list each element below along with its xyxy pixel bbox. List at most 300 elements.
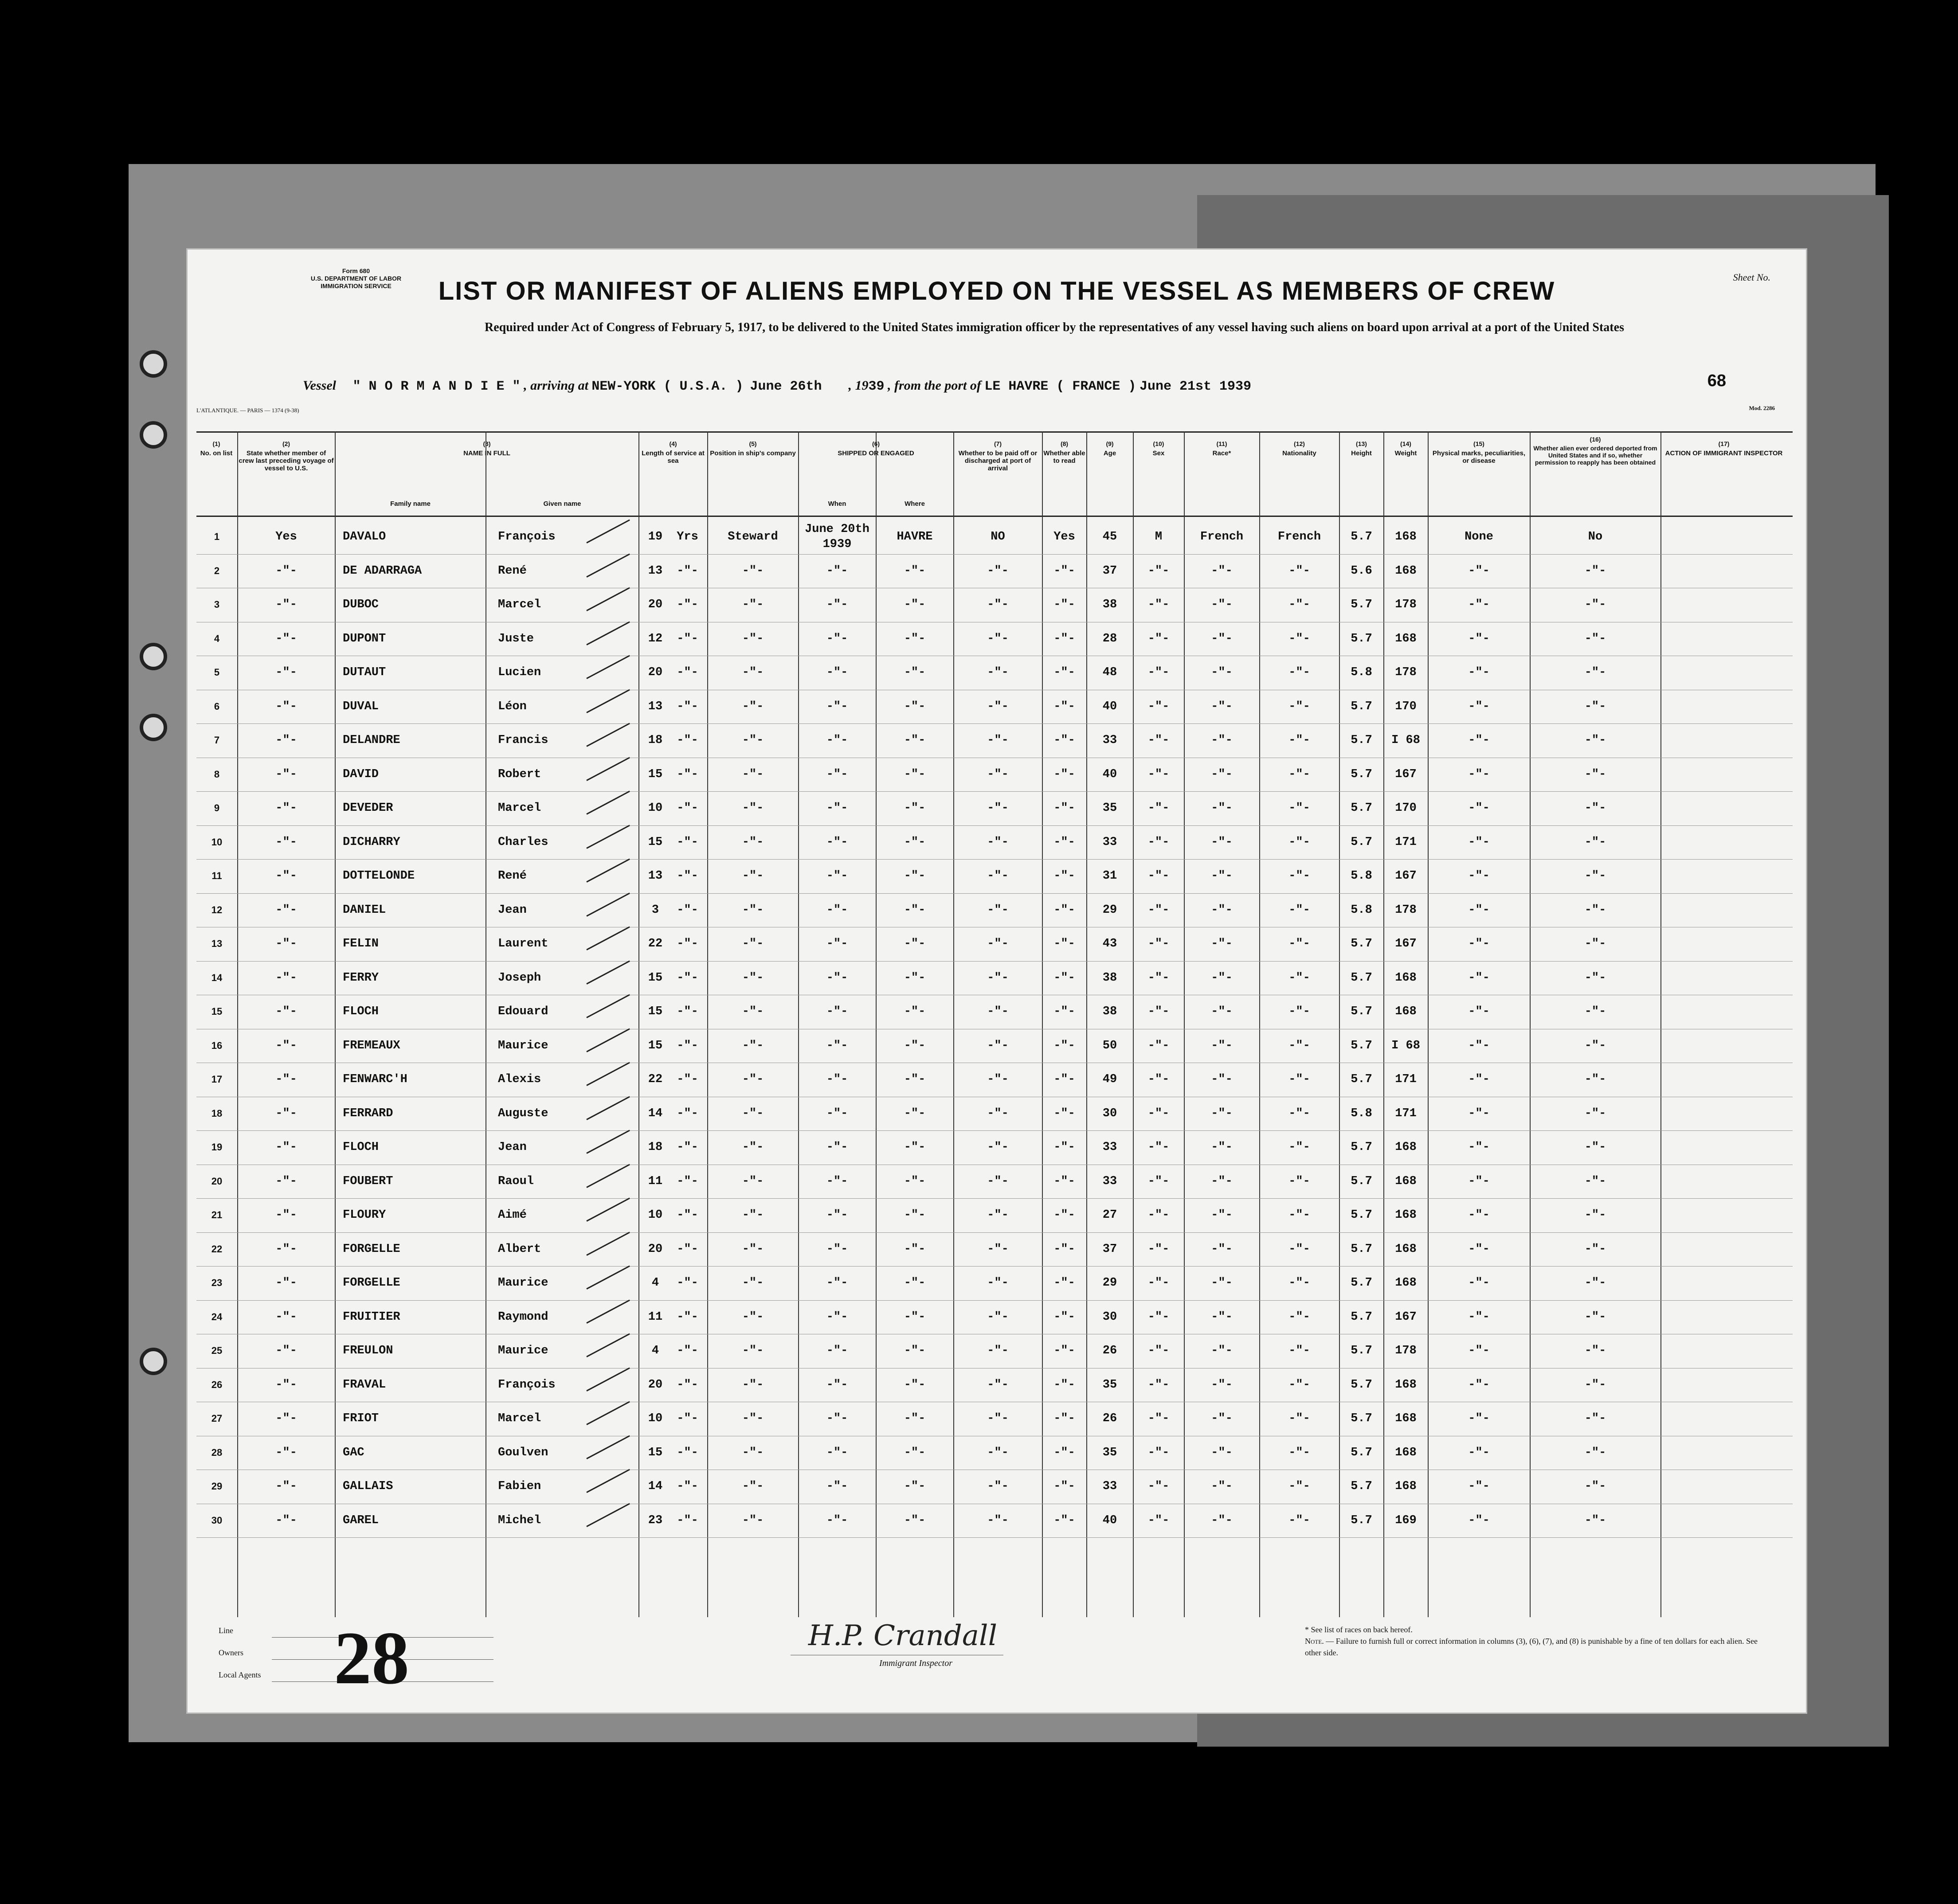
given-name-cell: Goulven xyxy=(498,1446,548,1459)
given-name-cell: Marcel xyxy=(498,1412,541,1425)
column-divider xyxy=(638,431,639,1617)
sex-cell: -"- xyxy=(1147,937,1170,950)
service-unit-cell: -"- xyxy=(677,1106,698,1120)
shipped-where-cell: -"- xyxy=(904,1005,926,1018)
nationality-cell: -"- xyxy=(1288,1039,1310,1052)
service-years-cell: 3 xyxy=(651,903,659,917)
age-cell: 33 xyxy=(1102,1174,1117,1188)
height-cell: 5.8 xyxy=(1351,666,1372,679)
shipped-where-cell: -"- xyxy=(904,971,926,985)
race-cell: -"- xyxy=(1211,1141,1233,1154)
manifest-footer xyxy=(205,1616,1793,1704)
service-unit-cell: -"- xyxy=(677,903,698,917)
physical-marks-cell: -"- xyxy=(1468,903,1490,917)
family-name-cell: DEVEDER xyxy=(343,801,393,815)
family-name-cell: FORGELLE xyxy=(343,1242,400,1256)
shipped-where-cell: -"- xyxy=(904,1412,926,1425)
header-inspector-action: (17) ACTION OF IMMIGRANT INSPECTOR xyxy=(1665,440,1783,457)
row-number: 26 xyxy=(211,1379,223,1390)
physical-marks-cell: -"- xyxy=(1468,869,1490,883)
given-name-cell: François xyxy=(498,530,556,543)
height-cell: 5.8 xyxy=(1351,869,1372,883)
row-number: 22 xyxy=(211,1243,223,1255)
row-number: 2 xyxy=(214,565,220,576)
deported-cell: -"- xyxy=(1584,1378,1606,1392)
family-name-cell: FRUITIER xyxy=(343,1310,400,1324)
age-cell: 48 xyxy=(1102,666,1117,679)
document-title: LIST OR MANIFEST OF ALIENS EMPLOYED ON THE VESSEL AS MEMBERS OF CREW xyxy=(438,277,1555,305)
nationality-cell: -"- xyxy=(1288,1310,1310,1324)
age-cell: 38 xyxy=(1102,1005,1117,1018)
weight-cell: 167 xyxy=(1395,869,1417,883)
shipped-where-cell: -"- xyxy=(904,1480,926,1493)
service-years-cell: 15 xyxy=(648,1039,663,1052)
family-name-cell: GALLAIS xyxy=(343,1480,393,1493)
arrival-date: June 26th xyxy=(750,379,822,394)
shipped-when-cell: -"- xyxy=(826,835,848,849)
note-text: — Failure to furnish full or correct information in columns (3), (6), (7), and (8) is punishable by a fine of ten dollars for each alien. See other side. xyxy=(1305,1637,1758,1657)
header-where: Where xyxy=(905,500,925,508)
position-cell: -"- xyxy=(742,598,764,611)
family-name-cell: DE ADARRAGA xyxy=(343,564,422,578)
service-years-cell: 11 xyxy=(648,1310,663,1324)
shipped-when-cell: -"- xyxy=(826,1480,848,1493)
shipped-when-cell: -"- xyxy=(826,1208,848,1222)
printer-imprint: L'ATLANTIQUE. — PARIS — 1374 (9-38) xyxy=(196,407,299,414)
nationality-cell: -"- xyxy=(1288,835,1310,849)
shipped-when-cell: -"- xyxy=(826,1412,848,1425)
physical-marks-cell: -"- xyxy=(1468,1106,1490,1120)
position-cell: -"- xyxy=(742,564,764,578)
position-cell: -"- xyxy=(742,1073,764,1086)
header-height: (13) Height xyxy=(1351,440,1372,457)
paid-off-cell: NO xyxy=(991,530,1005,543)
position-cell: -"- xyxy=(742,632,764,645)
weight-cell: 168 xyxy=(1395,1141,1417,1154)
physical-marks-cell: -"- xyxy=(1468,666,1490,679)
height-cell: 5.7 xyxy=(1351,1310,1372,1324)
service-years-cell: 12 xyxy=(648,632,663,645)
row-number: 14 xyxy=(211,972,223,983)
prev-voyage-cell: -"- xyxy=(275,564,297,578)
height-cell: 5.7 xyxy=(1351,937,1372,950)
position-cell: -"- xyxy=(742,1106,764,1120)
physical-marks-cell: -"- xyxy=(1468,767,1490,781)
service-unit-cell: -"- xyxy=(677,869,698,883)
prev-voyage-cell: -"- xyxy=(275,801,297,815)
row-number: 9 xyxy=(214,802,220,813)
given-name-cell: Raymond xyxy=(498,1310,548,1324)
race-cell: -"- xyxy=(1211,598,1233,611)
family-name-cell: DUBOC xyxy=(343,598,379,611)
able-to-read-cell: -"- xyxy=(1053,598,1075,611)
row-number: 21 xyxy=(211,1209,223,1220)
row-number: 23 xyxy=(211,1277,223,1288)
able-to-read-cell: -"- xyxy=(1053,666,1075,679)
weight-cell: 178 xyxy=(1395,666,1417,679)
row-number: 1 xyxy=(214,531,220,542)
able-to-read-cell: -"- xyxy=(1053,1242,1075,1256)
shipped-when-cell: -"- xyxy=(826,1446,848,1459)
header-shipped-engaged: (6) SHIPPED OR ENGAGED xyxy=(838,440,914,457)
family-name-cell: DICHARRY xyxy=(343,835,400,849)
nationality-cell: -"- xyxy=(1288,1344,1310,1357)
header-sex: (10) Sex xyxy=(1152,440,1165,457)
age-cell: 35 xyxy=(1102,1446,1117,1459)
sex-cell: -"- xyxy=(1147,1073,1170,1086)
column-divider xyxy=(237,431,238,1617)
prev-voyage-cell: -"- xyxy=(275,598,297,611)
given-name-cell: Robert xyxy=(498,767,541,781)
service-unit-cell: -"- xyxy=(677,835,698,849)
physical-marks-cell: -"- xyxy=(1468,801,1490,815)
weight-cell: I 68 xyxy=(1391,1039,1420,1052)
position-cell: -"- xyxy=(742,1208,764,1222)
given-name-cell: Alexis xyxy=(498,1073,541,1086)
physical-marks-cell: -"- xyxy=(1468,1073,1490,1086)
race-cell: -"- xyxy=(1211,1446,1233,1459)
deported-cell: -"- xyxy=(1584,767,1606,781)
service-unit-cell: -"- xyxy=(677,734,698,747)
race-cell: -"- xyxy=(1211,632,1233,645)
deported-cell: -"- xyxy=(1584,937,1606,950)
deported-cell: -"- xyxy=(1584,1106,1606,1120)
handwritten-count: 28 xyxy=(334,1616,409,1700)
given-name-cell: Laurent xyxy=(498,937,548,950)
departure-port: LE HAVRE ( FRANCE ) xyxy=(984,379,1136,394)
column-divider xyxy=(1383,431,1384,1617)
paid-off-cell: -"- xyxy=(987,666,1009,679)
position-cell: -"- xyxy=(742,1412,764,1425)
service-years-cell: 13 xyxy=(648,700,663,713)
column-divider xyxy=(1086,431,1087,1617)
age-cell: 33 xyxy=(1102,1480,1117,1493)
nationality-cell: -"- xyxy=(1288,734,1310,747)
family-name-cell: FERRARD xyxy=(343,1106,393,1120)
weight-cell: I 68 xyxy=(1391,734,1420,747)
able-to-read-cell: -"- xyxy=(1053,1276,1075,1290)
service-unit-cell: -"- xyxy=(677,564,698,578)
vessel-line xyxy=(303,378,1691,394)
race-cell: -"- xyxy=(1211,937,1233,950)
race-cell: -"- xyxy=(1211,1174,1233,1188)
family-name-cell: DOTTELONDE xyxy=(343,869,415,883)
column-divider xyxy=(335,431,336,1617)
family-name-cell: FERRY xyxy=(343,971,379,985)
weight-cell: 168 xyxy=(1395,1174,1417,1188)
service-unit-cell: -"- xyxy=(677,1208,698,1222)
given-name-cell: Raoul xyxy=(498,1174,534,1188)
race-cell: -"- xyxy=(1211,666,1233,679)
service-unit-cell: -"- xyxy=(677,1242,698,1256)
prev-voyage-cell: -"- xyxy=(275,1141,297,1154)
able-to-read-cell: -"- xyxy=(1053,937,1075,950)
sex-cell: -"- xyxy=(1147,1242,1170,1256)
nationality-cell: -"- xyxy=(1288,1174,1310,1188)
height-cell: 5.7 xyxy=(1351,700,1372,713)
inspector-label: Immigrant Inspector xyxy=(879,1658,952,1668)
sex-cell: M xyxy=(1155,530,1163,543)
column-divider xyxy=(953,431,954,1617)
prev-voyage-cell: -"- xyxy=(275,1073,297,1086)
sex-cell: -"- xyxy=(1147,1446,1170,1459)
nationality-cell: -"- xyxy=(1288,666,1310,679)
physical-marks-cell: -"- xyxy=(1468,1276,1490,1290)
given-name-cell: Auguste xyxy=(498,1106,548,1120)
race-cell: -"- xyxy=(1211,1310,1233,1324)
service-unit-cell: -"- xyxy=(677,1446,698,1459)
form-number: Form 680 xyxy=(342,267,370,274)
able-to-read-cell: -"- xyxy=(1053,1208,1075,1222)
height-cell: 5.7 xyxy=(1351,1378,1372,1392)
note-label: Note. xyxy=(1305,1637,1324,1646)
paid-off-cell: -"- xyxy=(987,1276,1009,1290)
race-cell: -"- xyxy=(1211,971,1233,985)
header-physical-marks: (15) Physical marks, peculiarities, or disease xyxy=(1432,440,1526,465)
weight-cell: 178 xyxy=(1395,598,1417,611)
physical-marks-cell: -"- xyxy=(1468,1005,1490,1018)
physical-marks-cell: -"- xyxy=(1468,598,1490,611)
physical-marks-cell: -"- xyxy=(1468,1174,1490,1188)
column-divider xyxy=(1339,431,1340,1617)
position-cell: -"- xyxy=(742,869,764,883)
shipped-where-cell: -"- xyxy=(904,598,926,611)
weight-cell: 168 xyxy=(1395,1005,1417,1018)
position-cell: -"- xyxy=(742,767,764,781)
row-rule xyxy=(196,1537,1793,1538)
physical-marks-cell: -"- xyxy=(1468,835,1490,849)
service-unit-cell: -"- xyxy=(677,1005,698,1018)
position-cell: -"- xyxy=(742,1276,764,1290)
race-cell: -"- xyxy=(1211,1073,1233,1086)
deported-cell: -"- xyxy=(1584,1005,1606,1018)
prev-voyage-cell: -"- xyxy=(275,734,297,747)
shipped-where-cell: -"- xyxy=(904,1446,926,1459)
shipped-where-cell: -"- xyxy=(904,1276,926,1290)
prev-voyage-cell: -"- xyxy=(275,869,297,883)
given-name-cell: Marcel xyxy=(498,801,541,815)
column-divider xyxy=(707,431,708,1617)
prev-voyage-cell: -"- xyxy=(275,937,297,950)
row-number: 25 xyxy=(211,1345,223,1356)
shipped-when-cell: -"- xyxy=(826,1276,848,1290)
race-note: * See list of races on back hereof. xyxy=(1305,1625,1413,1634)
shipped-when-cell: -"- xyxy=(826,564,848,578)
service-years-cell: 4 xyxy=(651,1344,659,1357)
sex-cell: -"- xyxy=(1147,598,1170,611)
age-cell: 27 xyxy=(1102,1208,1117,1222)
position-cell: -"- xyxy=(742,700,764,713)
prev-voyage-cell: -"- xyxy=(275,666,297,679)
shipped-where-cell: -"- xyxy=(904,734,926,747)
weight-cell: 178 xyxy=(1395,1344,1417,1357)
legal-note xyxy=(1305,1624,1770,1658)
given-name-cell: Jean xyxy=(498,1141,527,1154)
weight-cell: 168 xyxy=(1395,971,1417,985)
race-cell: -"- xyxy=(1211,1106,1233,1120)
height-cell: 5.7 xyxy=(1351,1344,1372,1357)
header-race: (11) Race* xyxy=(1212,440,1231,457)
paid-off-cell: -"- xyxy=(987,564,1009,578)
shipped-when-cell: -"- xyxy=(826,903,848,917)
column-divider xyxy=(1184,431,1185,1617)
shipped-when-cell: -"- xyxy=(826,1174,848,1188)
header-weight: (14) Weight xyxy=(1394,440,1417,457)
height-cell: 5.7 xyxy=(1351,1242,1372,1256)
given-name-cell: Léon xyxy=(498,700,527,713)
position-cell: -"- xyxy=(742,1513,764,1527)
physical-marks-cell: -"- xyxy=(1468,564,1490,578)
height-cell: 5.7 xyxy=(1351,1208,1372,1222)
height-cell: 5.7 xyxy=(1351,971,1372,985)
row-number: 3 xyxy=(214,599,220,610)
weight-cell: 167 xyxy=(1395,1310,1417,1324)
height-cell: 5.7 xyxy=(1351,801,1372,815)
deported-cell: -"- xyxy=(1584,1344,1606,1357)
row-number: 28 xyxy=(211,1447,223,1458)
service-years-cell: 22 xyxy=(648,1073,663,1086)
race-cell: -"- xyxy=(1211,835,1233,849)
able-to-read-cell: -"- xyxy=(1053,1039,1075,1052)
paid-off-cell: -"- xyxy=(987,869,1009,883)
given-name-cell: Lucien xyxy=(498,666,541,679)
arrival-year: 39 xyxy=(868,379,885,394)
prev-voyage-cell: -"- xyxy=(275,1344,297,1357)
family-name-cell: GAC xyxy=(343,1446,364,1459)
nationality-cell: -"- xyxy=(1288,971,1310,985)
physical-marks-cell: -"- xyxy=(1468,632,1490,645)
shipped-where-cell: -"- xyxy=(904,903,926,917)
service-years-cell: 15 xyxy=(648,767,663,781)
age-cell: 43 xyxy=(1102,937,1117,950)
paid-off-cell: -"- xyxy=(987,1073,1009,1086)
weight-cell: 178 xyxy=(1395,903,1417,917)
race-cell: -"- xyxy=(1211,1208,1233,1222)
given-name-cell: Marcel xyxy=(498,598,541,611)
header-paid-off: (7) Whether to be paid off or discharged at port of arrival xyxy=(958,440,1038,472)
binder-hole xyxy=(140,643,167,670)
departure-date: June 21st 1939 xyxy=(1139,379,1251,394)
height-cell: 5.7 xyxy=(1351,1513,1372,1527)
age-cell: 37 xyxy=(1102,1242,1117,1256)
able-to-read-cell: -"- xyxy=(1053,1174,1075,1188)
weight-cell: 171 xyxy=(1395,1073,1417,1086)
nationality-cell: -"- xyxy=(1288,1378,1310,1392)
age-cell: 30 xyxy=(1102,1106,1117,1120)
shipped-when-cell: -"- xyxy=(826,1242,848,1256)
row-number: 13 xyxy=(211,938,223,949)
row-number: 6 xyxy=(214,700,220,712)
race-cell: -"- xyxy=(1211,734,1233,747)
nationality-cell: -"- xyxy=(1288,1513,1310,1527)
family-name-cell: FLOCH xyxy=(343,1141,379,1154)
given-name-cell: Aimé xyxy=(498,1208,527,1222)
sex-cell: -"- xyxy=(1147,1005,1170,1018)
row-number: 27 xyxy=(211,1413,223,1424)
paid-off-cell: -"- xyxy=(987,1141,1009,1154)
shipped-where-cell: -"- xyxy=(904,835,926,849)
physical-marks-cell: -"- xyxy=(1468,1039,1490,1052)
service-unit-cell: -"- xyxy=(677,1412,698,1425)
physical-marks-cell: -"- xyxy=(1468,1344,1490,1357)
able-to-read-cell: -"- xyxy=(1053,835,1075,849)
weight-cell: 167 xyxy=(1395,767,1417,781)
race-cell: -"- xyxy=(1211,700,1233,713)
position-cell: -"- xyxy=(742,734,764,747)
document-subtitle: Required under Act of Congress of February 5, 1917, to be delivered to the United States immigration officer by the representatives of any vessel having such aliens on board upon arrival at a port of the United States xyxy=(485,321,1624,334)
deported-cell: -"- xyxy=(1584,598,1606,611)
paid-off-cell: -"- xyxy=(987,1106,1009,1120)
row-number: 24 xyxy=(211,1311,223,1322)
position-cell: -"- xyxy=(742,903,764,917)
shipped-when-cell: -"- xyxy=(826,632,848,645)
row-number: 12 xyxy=(211,904,223,915)
nationality-cell: -"- xyxy=(1288,869,1310,883)
paid-off-cell: -"- xyxy=(987,767,1009,781)
service-years-cell: 14 xyxy=(648,1480,663,1493)
row-number: 19 xyxy=(211,1142,223,1153)
position-cell: -"- xyxy=(742,1378,764,1392)
nationality-cell: -"- xyxy=(1288,1005,1310,1018)
shipped-when-cell: -"- xyxy=(826,1005,848,1018)
deported-cell: -"- xyxy=(1584,1412,1606,1425)
binder-hole xyxy=(140,714,167,741)
position-cell: -"- xyxy=(742,1141,764,1154)
physical-marks-cell: -"- xyxy=(1468,1378,1490,1392)
race-cell: -"- xyxy=(1211,1005,1233,1018)
able-to-read-cell: -"- xyxy=(1053,734,1075,747)
physical-marks-cell: -"- xyxy=(1468,971,1490,985)
height-cell: 5.7 xyxy=(1351,1446,1372,1459)
sheet-number-label: Sheet No. xyxy=(1733,272,1770,283)
given-name-cell: Francis xyxy=(498,734,548,747)
shipped-when-cell: -"- xyxy=(826,1344,848,1357)
shipped-when-cell: -"- xyxy=(826,598,848,611)
position-cell: -"- xyxy=(742,835,764,849)
family-name-cell: FELIN xyxy=(343,937,379,950)
sex-cell: -"- xyxy=(1147,1344,1170,1357)
age-cell: 29 xyxy=(1102,903,1117,917)
position-cell: -"- xyxy=(742,1446,764,1459)
paid-off-cell: -"- xyxy=(987,1344,1009,1357)
shipped-where-cell: -"- xyxy=(904,1039,926,1052)
service-years-cell: 15 xyxy=(648,835,663,849)
deported-cell: -"- xyxy=(1584,1276,1606,1290)
family-name-cell: FOUBERT xyxy=(343,1174,393,1188)
shipped-when-cell: -"- xyxy=(826,700,848,713)
service-unit-cell: -"- xyxy=(677,700,698,713)
height-cell: 5.7 xyxy=(1351,1276,1372,1290)
row-number: 29 xyxy=(211,1481,223,1492)
sex-cell: -"- xyxy=(1147,666,1170,679)
race-cell: -"- xyxy=(1211,1242,1233,1256)
height-cell: 5.7 xyxy=(1351,1480,1372,1493)
service-unit-cell: -"- xyxy=(677,1174,698,1188)
service-years-cell: 11 xyxy=(648,1174,663,1188)
shipped-when-cell: -"- xyxy=(826,971,848,985)
prev-voyage-cell: -"- xyxy=(275,1208,297,1222)
nationality-cell: -"- xyxy=(1288,1242,1310,1256)
line-label: Line xyxy=(219,1626,233,1635)
shipped-where-cell: -"- xyxy=(904,1208,926,1222)
service-unit-cell: -"- xyxy=(677,1310,698,1324)
deported-cell: -"- xyxy=(1584,1039,1606,1052)
nationality-cell: -"- xyxy=(1288,1208,1310,1222)
sex-cell: -"- xyxy=(1147,1174,1170,1188)
nationality-cell: -"- xyxy=(1288,1480,1310,1493)
height-cell: 5.8 xyxy=(1351,903,1372,917)
physical-marks-cell: None xyxy=(1465,530,1493,543)
